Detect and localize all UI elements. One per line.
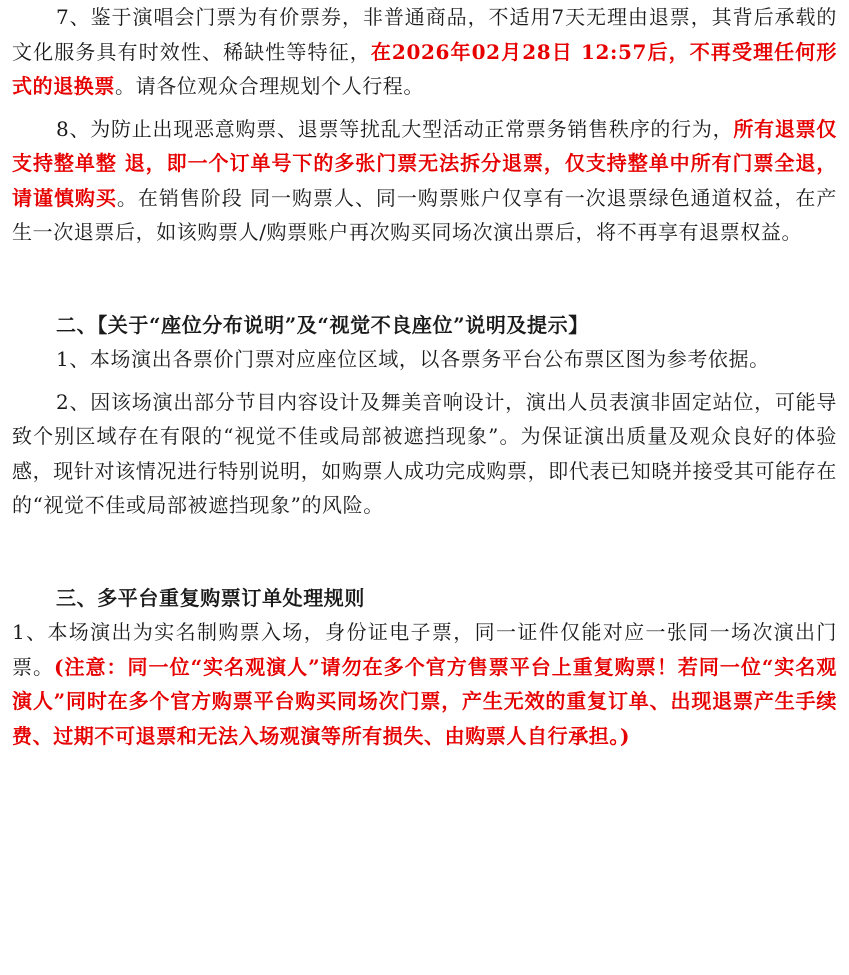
refund-deadline-paragraph	[12, 0, 837, 104]
refund-deadline-text-end: 。请各位观众合理规划个人行程。	[115, 74, 424, 98]
whole-order-refund-paragraph	[12, 112, 837, 250]
duplicate-order-warning: (注意：同一位“实名观演人”请勿在多个官方售票平台上重复购票！若同一位“实名观演人”同时在多个官方购票平台购买同场次门票，产生无效的重复订单、出现退票产生手续费、过期不可退票和无法入场观演等所有损失、由购票人自行承担。)	[12, 654, 838, 748]
refund-deadline-text: 7、鉴于演唱会门票为有价票券，非普通商品，不适用7天无理由退票，其背后承载的文化服务具有时效性、稀缺性等特征，	[12, 5, 837, 64]
seat-distribution-heading: 二、【关于“座位分布说明”及“视觉不良座位”说明及提示】	[56, 312, 589, 337]
obstructed-view-paragraph: 2、因该场演出部分节目内容设计及舞美音响设计，演出人员表演非固定站位，可能导致个别区域存在有限的“视觉不佳或局部被遮挡现象”。为保证演出质量及观众良好的体验感，现针对该情况进行特别说明，如购票人成功完成购票，即代表已知晓并接受其可能存在的“视觉不佳或局部被遮挡现象”的风险。	[12, 389, 837, 517]
seat-area-paragraph: 1、本场演出各票价门票对应座位区域，以各票务平台公布票区图为参考依据。	[56, 347, 770, 371]
whole-order-refund-text: 8、为防止出现恶意购票、退票等扰乱大型活动正常票务销售秩序的行为，	[56, 116, 734, 141]
whole-order-refund-warning: 所有退票仅支持整单整 退，即一个订单号下的多张门票无法拆分退票，仅支持整单中所有门票全退，请谨慎购买	[12, 116, 837, 210]
refund-deadline-warning: 在2026年02月28日 12:57后，不再受理任何形式的退换票	[12, 39, 837, 98]
real-name-paragraph	[12, 615, 837, 753]
whole-order-refund-text-end: 。在销售阶段 同一购票人、同一购票账户仅享有一次退票绿色通道权益，在产生一次退票后，如该购票人/购票账户再次购买同场次演出票后，将不再享有退票权益。	[12, 185, 838, 244]
real-name-text: 1、本场演出为实名制购票入场，身份证电子票，同一证件仅能对应一张同一场次演出门票。	[12, 620, 837, 679]
duplicate-order-heading: 三、多平台重复购票订单处理规则	[56, 585, 365, 610]
